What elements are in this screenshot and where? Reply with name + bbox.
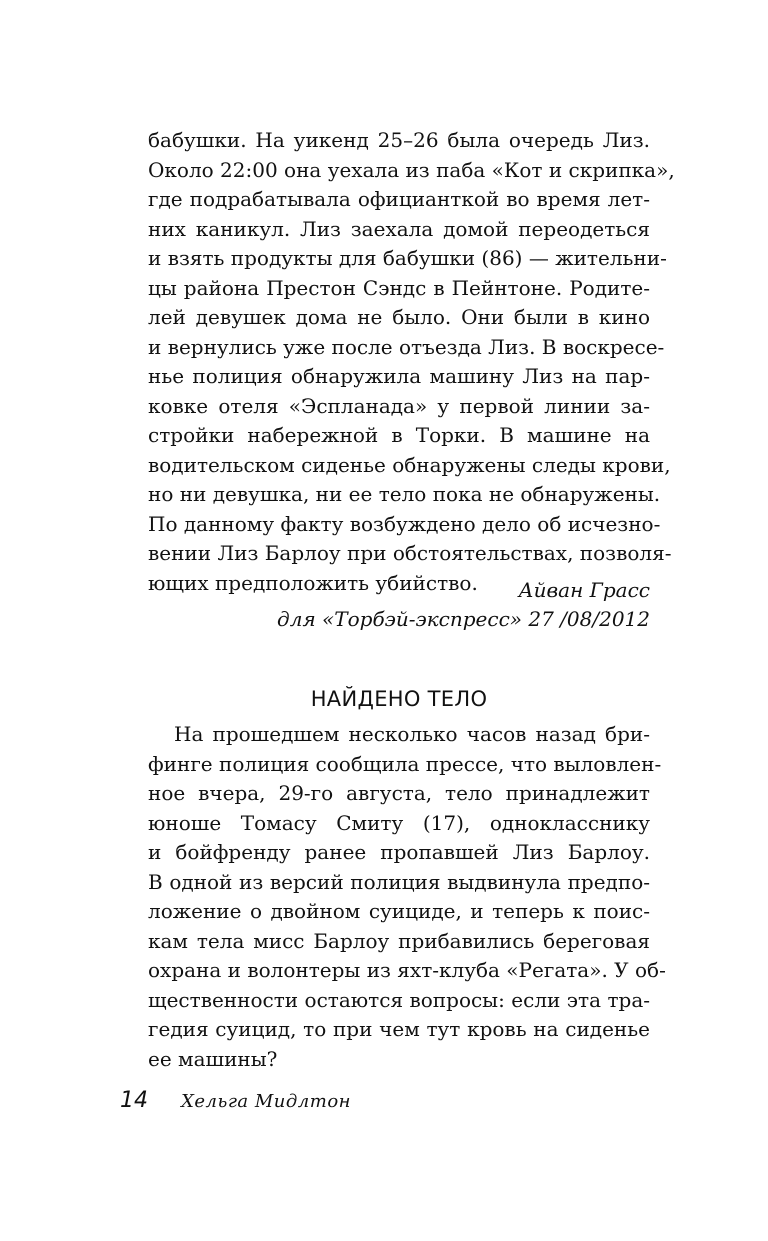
text-line: но ни девушка, ни ее тело пока не обнаружены.: [148, 482, 661, 506]
page-number: 14: [120, 1088, 148, 1113]
text-line: ное вчера, 29-го августа, тело принадлежит: [148, 781, 650, 805]
text-line: На прошедшем несколько часов назад бри-: [174, 722, 650, 746]
text-line: кам тела мисс Барлоу прибавились береговая: [148, 928, 650, 953]
text-line: Около 22:00 она уехала из паба «Кот и скрипка»,: [148, 157, 675, 182]
text-line: По данному факту возбуждено дело об исчезно-: [148, 511, 661, 536]
text-line: ющих предположить убийство.: [148, 570, 478, 595]
text-line: В одной из версий полиция выдвинула предпо-: [148, 869, 650, 894]
text-line: ковке отеля «Эспланада» у первой линии за-: [148, 393, 650, 418]
text-line: и вернулись уже после отъезда Лиз. В воскресе-: [148, 334, 665, 359]
text-line: ложение о двойном суициде, и теперь к поис-: [148, 899, 650, 923]
article-source: для «Торбэй-экспресс» 27 /08/2012: [277, 607, 650, 631]
running-author-name: Хельга Мидлтон: [181, 1091, 352, 1112]
article-paragraph-1: [148, 126, 675, 598]
text-line: цы района Престон Сэндс в Пейнтоне. Родите-: [148, 275, 650, 300]
text-line: вении Лиз Барлоу при обстоятельствах, позволя-: [148, 541, 672, 565]
text-line: водительском сиденье обнаружены следы крови,: [148, 452, 671, 477]
text-line: них каникул. Лиз заехала домой переодеться: [148, 216, 650, 241]
text-line: и взять продукты для бабушки (86) — жительни-: [148, 246, 667, 270]
text-line: и бойфренду ранее пропавшей Лиз Барлоу.: [148, 840, 650, 864]
text-line: щественности остаются вопросы: если эта тра-: [148, 987, 650, 1012]
page-footer: [120, 1088, 351, 1113]
text-line: ее машины?: [148, 1046, 278, 1071]
text-line: нье полиция обнаружила машину Лиз на пар-: [148, 364, 650, 388]
text-line: стройки набережной в Торки. В машине на: [148, 423, 650, 447]
article-paragraph-2: [148, 720, 666, 1074]
text-line: где подрабатывала официанткой во время лет-: [148, 187, 650, 211]
text-line: бабушки. На уикенд 25–26 была очередь Лиз.: [148, 128, 650, 152]
article-heading: НАЙДЕНО ТЕЛО: [310, 687, 488, 711]
text-line: охрана и волонтеры из яхт-клуба «Регата». У об-: [148, 958, 666, 982]
text-line: финге полиция сообщила прессе, что выловлен-: [148, 751, 662, 776]
text-line: гедия суицид, то при чем тут кровь на сиденье: [148, 1017, 650, 1041]
article-author: Айван Грасс: [518, 578, 650, 602]
text-line: лей девушек дома не было. Они были в кино: [148, 305, 650, 329]
text-line: юноше Томасу Смиту (17), однокласснику: [148, 810, 650, 835]
